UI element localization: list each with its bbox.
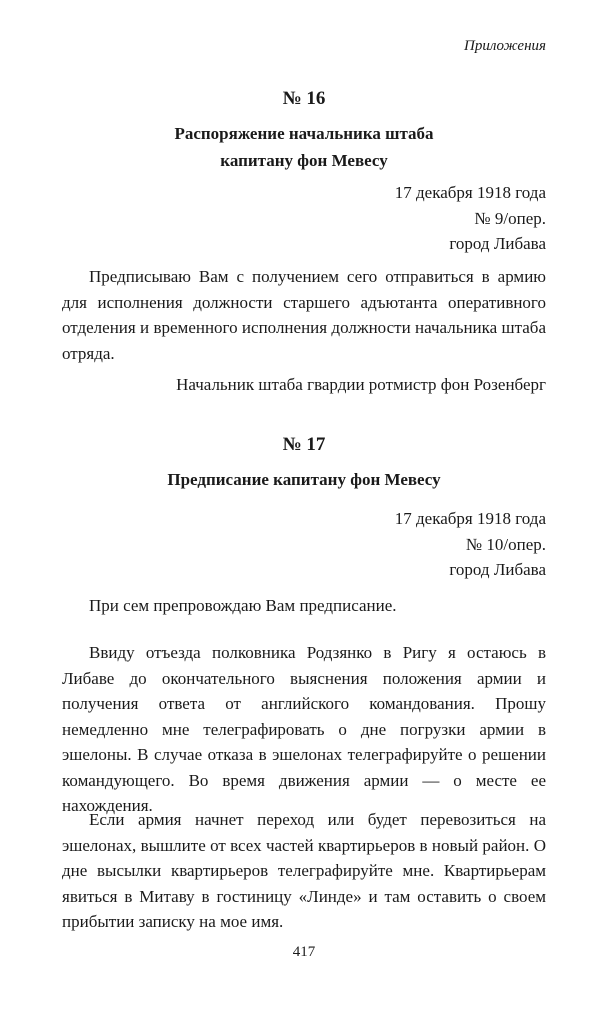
doc16-number-block xyxy=(62,88,546,110)
doc17-title-block xyxy=(62,466,546,493)
doc16-title-block xyxy=(62,120,546,174)
doc17-ref: № 10/опер. xyxy=(465,534,546,554)
doc16-title-line2: капитану фон Мевесу xyxy=(220,151,388,170)
doc16-signature-block xyxy=(62,372,546,398)
doc17-place: город Либава xyxy=(449,560,546,579)
doc16-meta xyxy=(62,180,546,257)
doc17-title: Предписание капитану фон Мевесу xyxy=(167,470,441,489)
doc17-body3-block xyxy=(62,807,546,935)
doc16-signature: Начальник штаба гвардии ротмистр фон Розенберг xyxy=(176,375,546,394)
doc17-body-paragraph-1: При сем препровождаю Вам предписание. xyxy=(89,596,397,615)
doc17-number-block xyxy=(62,434,546,456)
page-number: 417 xyxy=(292,944,316,960)
book-page xyxy=(62,0,546,1011)
doc16-body-block xyxy=(62,264,546,366)
doc16-date: 17 декабря 1918 года xyxy=(394,183,546,202)
doc17-meta xyxy=(62,506,546,583)
doc16-title-line1: Распоряжение начальника штаба xyxy=(174,124,434,143)
doc17-body-paragraph-3: Если армия начнет переход или будет перевозиться на эшелонах, вышлите от всех частей квартирьеров в новый район. О дне высылки квартирьеров телеграфируйте мне. Квартирьерам явиться в Митаву в гостиницу «Линде» и там оставить о своем прибытии записку на мое имя. xyxy=(62,810,546,931)
doc17-body2-block xyxy=(62,640,546,819)
doc17-number: № 17 xyxy=(282,434,326,455)
doc17-date: 17 декабря 1918 года xyxy=(394,509,546,528)
doc17-body-paragraph-2: Ввиду отъезда полковника Родзянко в Ригу я остаюсь в Либаве до окончательного выяснения положения армии и получения ответа от английского командования. Прошу немедленно мне телеграфировать о дне погрузки армии в эшелоны. В случае отказа в эшелонах телеграфируйте о решении командующего. Во время движения армии — о месте ее нахождения. xyxy=(62,643,546,815)
doc16-body: Предписываю Вам с получением сего отправиться в армию для исполнения должности старшего адъютанта оперативного отделения и временного исполнения должности начальника штаба отряда. xyxy=(62,267,546,363)
doc16-number: № 16 xyxy=(282,88,326,109)
doc16-ref: № 9/опер. xyxy=(474,208,546,228)
doc16-place: город Либава xyxy=(449,234,546,253)
doc17-body1-block xyxy=(62,593,546,619)
running-head: Приложения xyxy=(463,38,546,54)
